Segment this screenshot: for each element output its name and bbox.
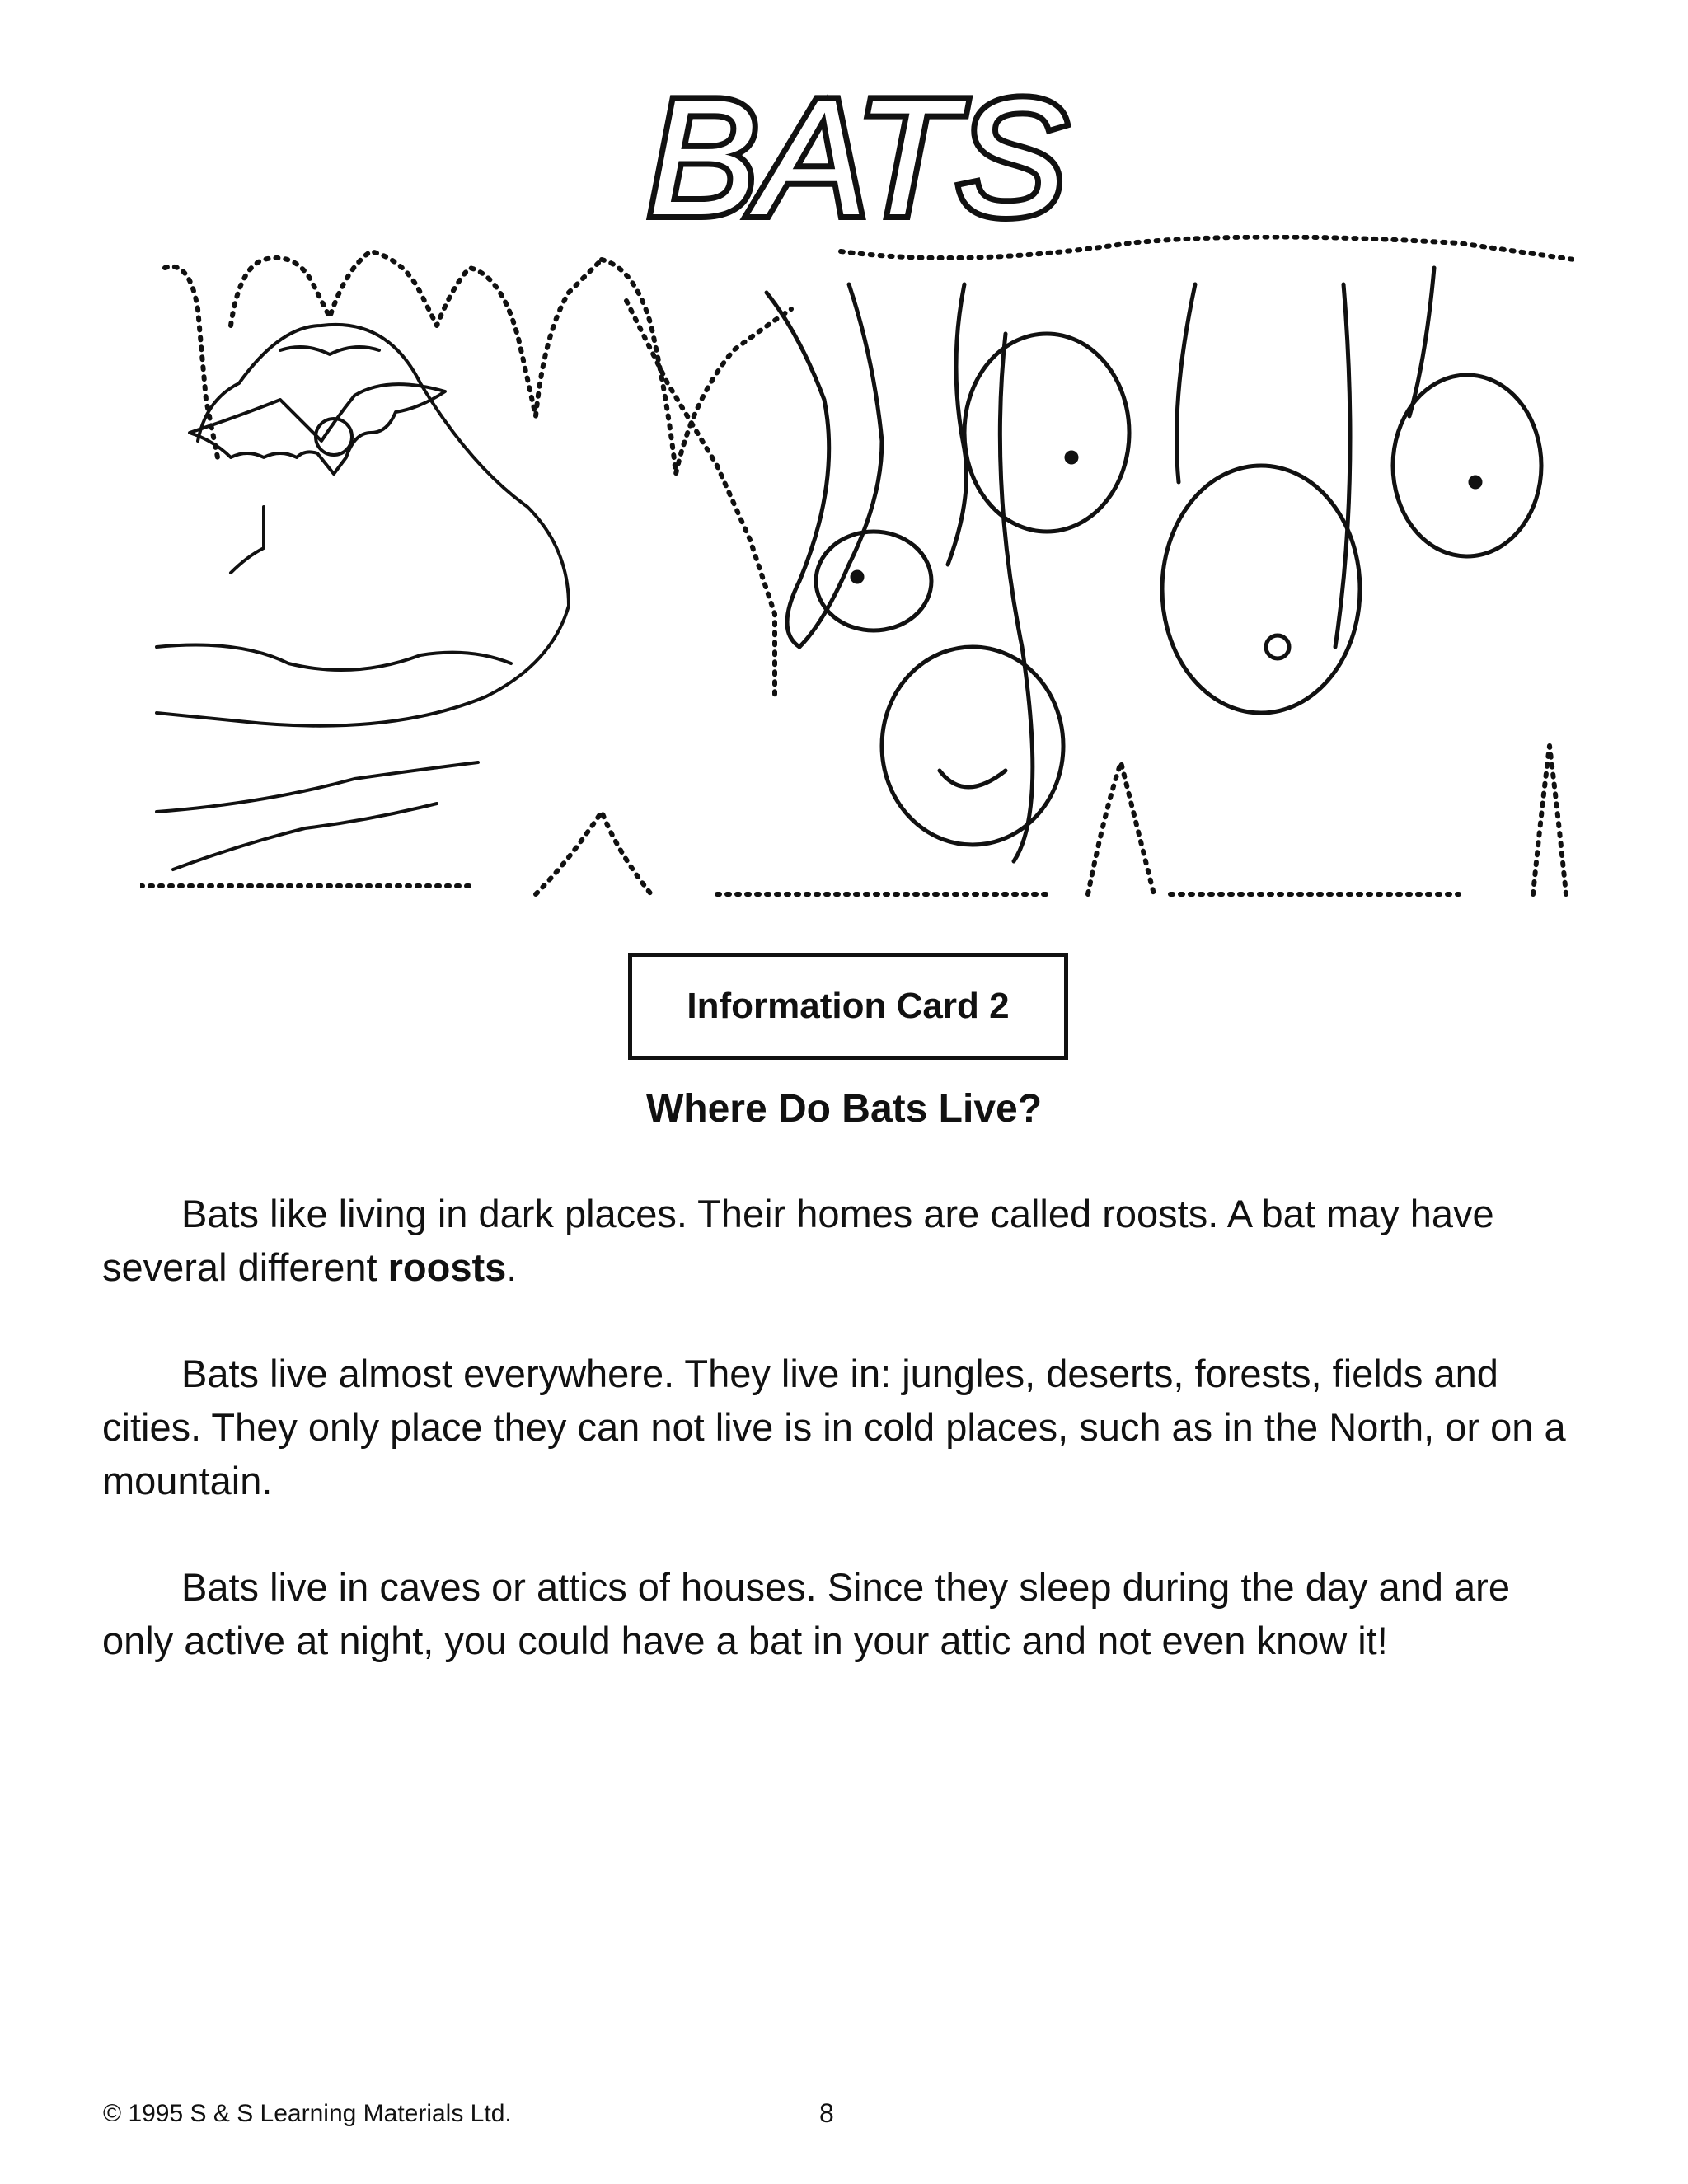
cave-bats-illustration xyxy=(140,235,1574,902)
bats-outline-title xyxy=(610,82,1104,231)
page-number: 8 xyxy=(819,2098,834,2128)
page-title xyxy=(610,82,1104,231)
paragraph-3: Bats live in caves or attics of houses. Since they sleep during the day and are only active at night, you could have a bat in your attic and not even know it! xyxy=(102,1565,1510,1662)
body-text xyxy=(102,1187,1586,1720)
bold-term-roosts: roosts xyxy=(387,1245,507,1289)
paragraph-1-text: Bats like living in dark places. Their homes are called roosts. A bat may have several different xyxy=(102,1192,1494,1289)
svg-text:BATS: BATS xyxy=(648,82,1067,231)
section-heading: Where Do Bats Live? xyxy=(645,1087,1043,1131)
hanging-bats-icon xyxy=(767,268,1541,861)
paragraph-1-end: . xyxy=(506,1245,518,1289)
card-label-text: Information Card 2 xyxy=(687,986,1010,1026)
stalactites-icon xyxy=(165,237,1574,697)
information-card-label xyxy=(628,953,1068,1060)
paragraph-2: Bats live almost everywhere. They live in: jungles, deserts, forests, fields and cities. They only place they can not live is in cold places, such as in the North, or on a mountain. xyxy=(102,1352,1566,1502)
flying-bat-icon xyxy=(190,384,445,474)
paragraph-1 xyxy=(102,1187,1586,1294)
copyright-footer: © 1995 S & S Learning Materials Ltd. xyxy=(103,2100,512,2127)
